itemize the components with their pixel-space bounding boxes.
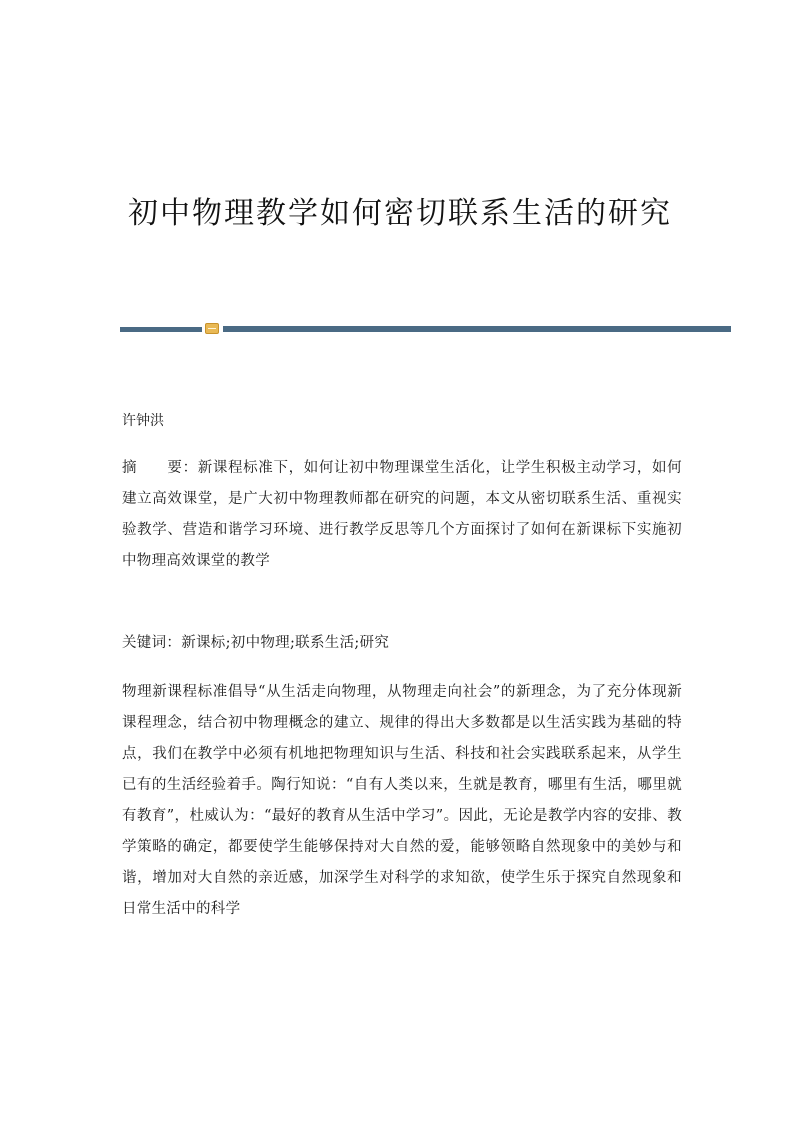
title-divider [120,325,731,333]
divider-left-segment [120,327,202,332]
document-title: 初中物理教学如何密切联系生活的研究 [128,196,672,231]
abstract-paragraph: 摘 要：新课程标准下，如何让初中物理课堂生活化，让学生积极主动学习，如何建立高效课堂，是广大初中物理教师都在研究的问题，本文从密切联系生活、重视实验教学、营造和谐学习环境、进行教学反思等几个方面探讨了如何在新课标下实施初中物理高效课堂的教学 [122,460,682,569]
body-paragraph: 物理新课程标准倡导“从生活走向物理，从物理走向社会”的新理念，为了充分体现新课程理念，结合初中物理概念的建立、规律的得出大多数都是以生活实践为基础的特点，我们在教学中必须有机地把物理知识与生活、科技和社会实践联系起来，从学生已有的生活经验着手。陶行知说：“自有人类以来，生就是教育，哪里有生活，哪里就有教育”，杜威认为：“最好的教育从生活中学习”。因此，无论是教学内容的安排、教学策略的确定，都要使学生能够保持对大自然的爱，能够领略自然现象中的美妙与和谐，增加对大自然的亲近感，加深学生对科学的求知欲，使学生乐于探究自然现象和日常生活中的科学 [122,684,682,917]
author-name: 许钟洪 [122,413,164,429]
divider-ornament-icon [205,323,219,334]
keywords-line: 关键词：新课标;初中物理;联系生活;研究 [122,635,390,651]
divider-right-segment [223,326,731,332]
